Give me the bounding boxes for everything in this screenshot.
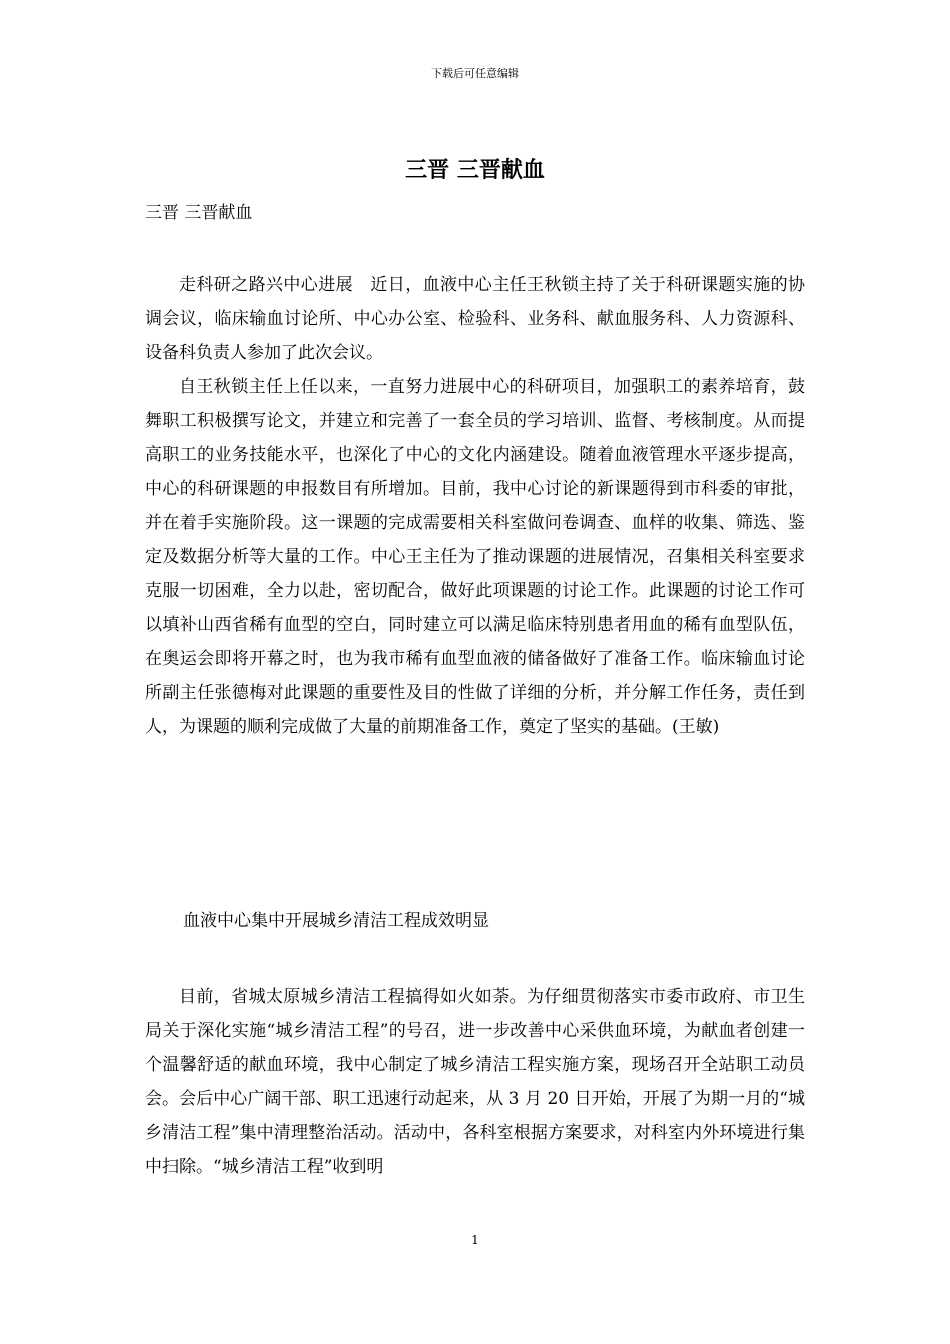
article2-heading: 血液中心集中开展城乡清洁工程成效明显 [183, 911, 489, 931]
article1-body [145, 268, 805, 744]
article1-paragraph-1: 走科研之路兴中心进展 近日，血液中心主任王秋锁主持了关于科研课题实施的协调会议，临床输血讨论所、中心办公室、检验科、业务科、献血服务科、人力资源科、设备科负责人参加了此次会议。 [145, 275, 805, 363]
document-title: 三晋 三晋献血 [405, 158, 545, 183]
page-header-note: 下载后可任意编辑 [431, 67, 519, 80]
article2-body [145, 980, 805, 1184]
article2-paragraph-1: 目前，省城太原城乡清洁工程搞得如火如荼。为仔细贯彻落实市委市政府、市卫生局关于深化实施“城乡清洁工程”的号召，进一步改善中心采供血环境，为献血者创建一个温馨舒适的献血环境，我中心制定了城乡清洁工程实施方案，现场召开全站职工动员会。会后中心广阔干部、职工迅速行动起来，从 3 月 20 日开始，开展了为期一月的“城乡清洁工程”集中清理整治活动。活动中，各科室根据方案要求，对科室内外环境进行集中扫除。“城乡清洁工程”收到明 [145, 987, 805, 1177]
document-subtitle: 三晋 三晋献血 [145, 203, 253, 223]
article1-paragraph-2: 自王秋锁主任上任以来，一直努力进展中心的科研项目，加强职工的素养培育，鼓舞职工积极撰写论文，并建立和完善了一套全员的学习培训、监督、考核制度。从而提高职工的业务技能水平，也深化了中心的文化内涵建设。随着血液管理水平逐步提高，中心的科研课题的申报数目有所增加。目前，我中心讨论的新课题得到市科委的审批，并在着手实施阶段。这一课题的完成需要相关科室做问卷调查、血样的收集、筛选、鉴定及数据分析等大量的工作。中心王主任为了推动课题的进展情况，召集相关科室要求克服一切困难，全力以赴，密切配合，做好此项课题的讨论工作。此课题的讨论工作可以填补山西省稀有血型的空白，同时建立可以满足临床特别患者用血的稀有血型队伍，在奥运会即将开幕之时，也为我市稀有血型血液的储备做好了准备工作。临床输血讨论所副主任张德梅对此课题的重要性及目的性做了详细的分析，并分解工作任务，责任到人，为课题的顺利完成做了大量的前期准备工作，奠定了坚实的基础。(王敏) [145, 377, 805, 737]
page-number: 1 [471, 1233, 479, 1247]
